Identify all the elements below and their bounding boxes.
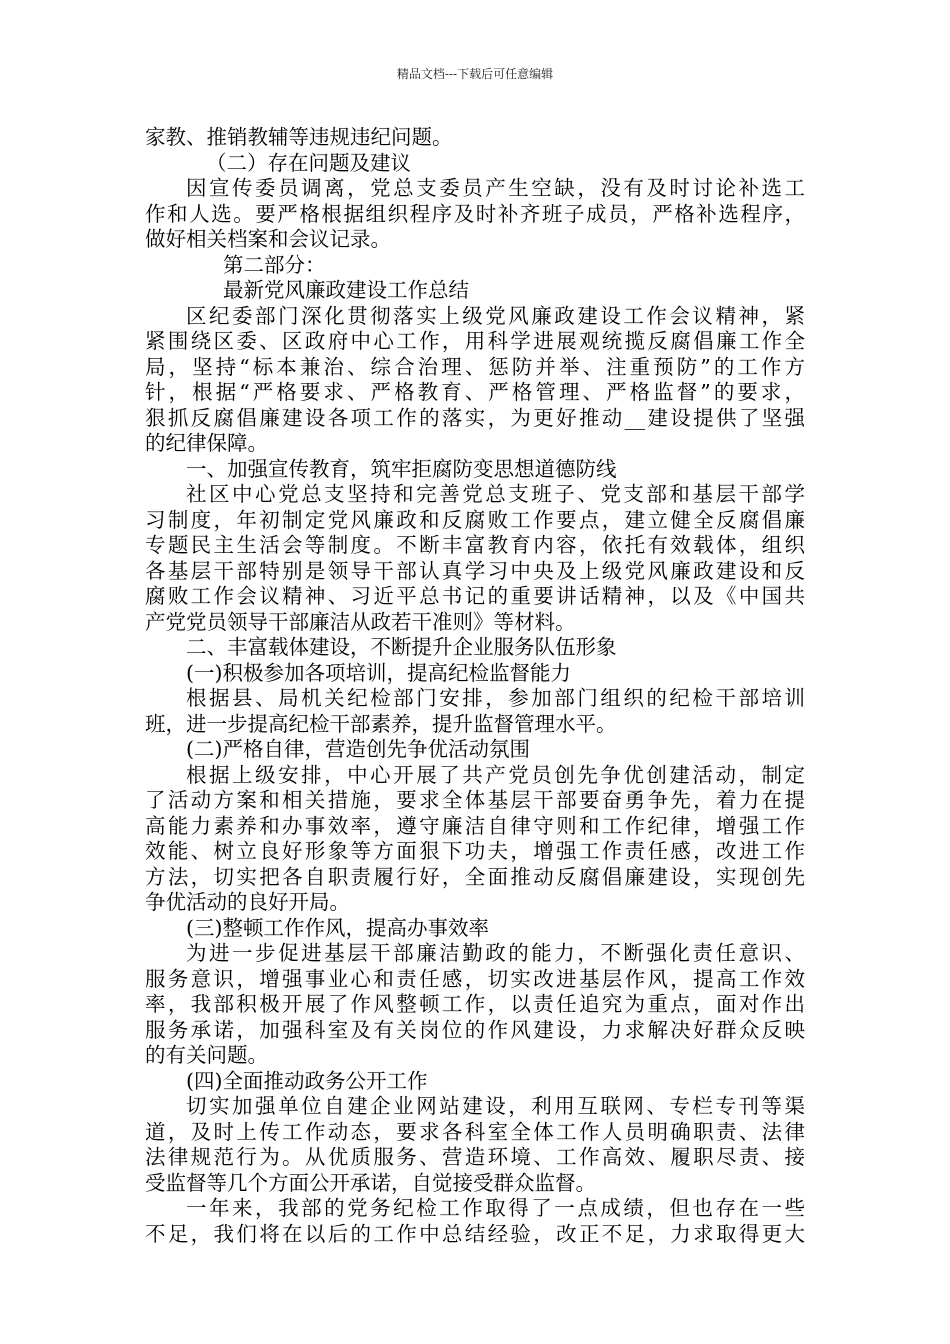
text-line: 家教、推销教辅等违规违纪问题。 (145, 125, 453, 149)
text-line: 的有关问题。 (145, 1043, 268, 1067)
text-line: 作和人选。要严格根据组织程序及时补齐班子成员，严格补选程序， (145, 201, 805, 226)
text-line: 了活动方案和相关措施，要求全体基层干部要奋勇争先，着力在提 (145, 788, 805, 812)
text-line: 各基层干部特别是领导干部认真学习中央及上级党风廉政建设和反 (145, 558, 805, 583)
text-line: 最新党风廉政建设工作总结 (223, 278, 469, 302)
text-line: 产党党员领导干部廉洁从政若干准则》等材料。 (145, 609, 576, 634)
text-line: 局，坚持“标本兼治、综合治理、惩防并举、注重预防”的工作方 (145, 354, 805, 379)
text-line: 的纪律保障。 (145, 431, 268, 455)
text-line: 法律规范行为。从优质服务、营造环境、工作高效、履职尽责、接 (145, 1145, 805, 1169)
document-body (145, 125, 805, 1247)
text-line: 高能力素养和办事效率，遵守廉洁自律守则和工作纪律，增强工作 (145, 813, 805, 838)
text-line: 腐败工作会议精神、习近平总书记的重要讲话精神，以及《中国共 (145, 584, 805, 608)
text-line: 受监督等几个方面公开承诺，自觉接受群众监督。 (145, 1170, 596, 1195)
text-line: （二）存在问题及建议 (206, 150, 411, 175)
text-line: 一、加强宣传教育，筑牢拒腐防变思想道德防线 (186, 456, 617, 481)
text-line: 服务意识，增强事业心和责任感，切实改进基层作风，提高工作效 (145, 966, 805, 991)
text-line: (二)严格自律，营造创先争优活动氛围 (186, 737, 530, 761)
text-line: 狠抓反腐倡廉建设各项工作的落实，为更好推动__建设提供了坚强 (145, 405, 805, 430)
text-line: 服务承诺，加强科室及有关岗位的作风建设，力求解决好群众反映 (145, 1017, 805, 1042)
text-line: (一)积极参加各项培训，提高纪检监督能力 (186, 660, 571, 685)
text-line: 专题民主生活会等制度。不断丰富教育内容，依托有效载体，组织 (145, 533, 805, 557)
text-line: (四)全面推动政务公开工作 (186, 1068, 428, 1093)
text-line: 道，及时上传工作动态，要求各科室全体工作人员明确职责、法律 (145, 1119, 805, 1144)
text-line: 根据县、局机关纪检部门安排，参加部门组织的纪检干部培训 (186, 686, 805, 710)
text-line: 切实加强单位自建企业网站建设，利用互联网、专栏专刊等渠 (186, 1094, 805, 1118)
text-line: 紧围绕区委、区政府中心工作，用科学进展观统揽反腐倡廉工作全 (145, 329, 805, 353)
text-line: 方法，切实把各自职责履行好，全面推动反腐倡廉建设，实现创先 (145, 864, 805, 889)
page-header: 精品文档---下载后可任意编辑 (396, 67, 554, 81)
text-line: 效能、树立良好形象等方面狠下功夫，增强工作责任感，改进工作 (145, 839, 805, 863)
text-line: 习制度，年初制定党风廉政和反腐败工作要点，建立健全反腐倡廉 (145, 507, 805, 532)
text-line: 率，我部积极开展了作风整顿工作，以责任追究为重点，面对作出 (145, 992, 805, 1016)
text-line: 针，根据“严格要求、严格教育、严格管理、严格监督”的要求， (145, 380, 805, 404)
text-line: 二、丰富载体建设，不断提升企业服务队伍形象 (186, 635, 617, 659)
text-line: (三)整顿工作作风，提高办事效率 (186, 915, 489, 940)
text-line: 为进一步促进基层干部廉洁勤政的能力，不断强化责任意识、 (186, 941, 805, 965)
text-line: 根据上级安排，中心开展了共产党员创先争优创建活动，制定 (186, 762, 805, 787)
text-line: 不足，我们将在以后的工作中总结经验，改正不足，力求取得更大 (145, 1221, 805, 1246)
text-line: 一年来，我部的党务纪检工作取得了一点成绩，但也存在一些 (186, 1196, 805, 1220)
text-line: 社区中心党总支坚持和完善党总支班子、党支部和基层干部学 (186, 482, 805, 506)
text-line: 班，进一步提高纪检干部素养，提升监督管理水平。 (145, 711, 617, 736)
text-line: 做好相关档案和会议记录。 (145, 227, 391, 251)
text-line: 区纪委部门深化贯彻落实上级党风廉政建设工作会议精神，紧 (186, 303, 805, 328)
text-line: 争优活动的良好开局。 (145, 890, 350, 914)
text-line: 因宣传委员调离，党总支委员产生空缺，没有及时讨论补选工 (186, 176, 805, 200)
text-line: 第二部分： (223, 252, 326, 277)
